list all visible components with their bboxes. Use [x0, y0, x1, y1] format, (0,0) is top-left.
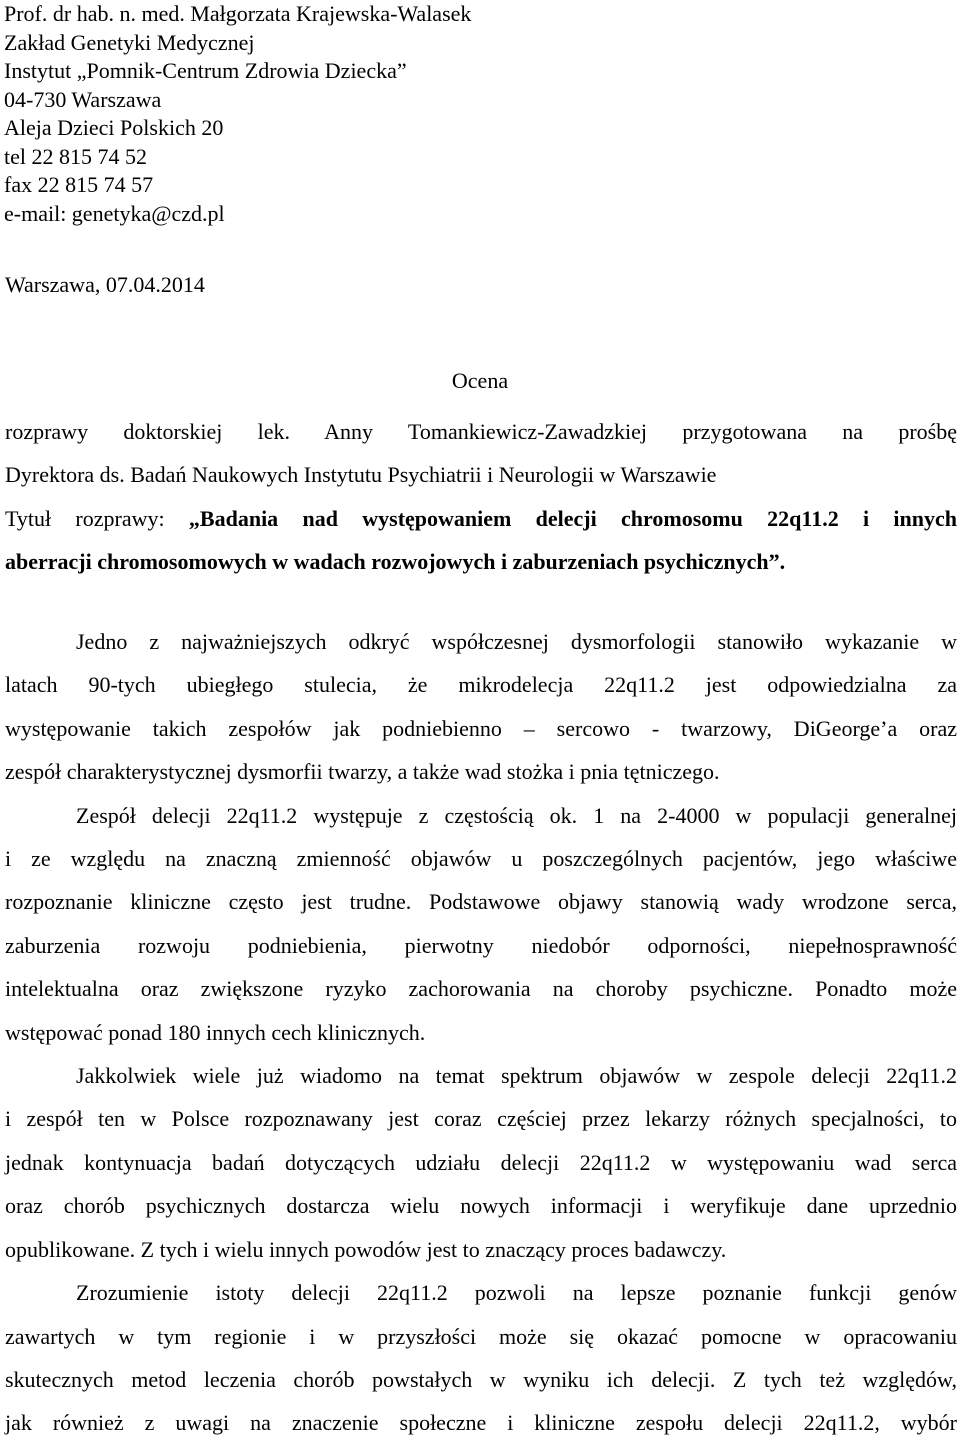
sender-email: e-mail: genetyka@czd.pl	[4, 200, 225, 226]
paragraph-line: i zespół ten w Polsce rozpoznawany jest coraz częściej przez lekarzy różnych specjalności, to	[5, 1106, 957, 1132]
thesis-title-line-1	[5, 497, 957, 540]
sender-address-block	[4, 0, 471, 228]
sender-institute: Instytut „Pomnik-Centrum Zdrowia Dziecka”	[4, 58, 407, 83]
paragraph-line: jak również z uwagi na znaczenie społeczne i kliniczne zespołu delecji 22q11.2, wybór	[5, 1410, 957, 1436]
sender-phone: tel 22 815 74 52	[4, 143, 147, 169]
paragraph-line: Zespół delecji 22q11.2 występuje z częstością ok. 1 na 2-4000 w populacji generalnej	[76, 802, 957, 828]
sender-street: Aleja Dzieci Polskich 20	[4, 115, 224, 140]
paragraph-line: zespół charakterystycznej dysmorfii twarzy, a także wad stożka i pnia tętniczego.	[5, 759, 720, 785]
paragraph-4	[5, 1271, 957, 1445]
sender-name: Prof. dr hab. n. med. Małgorzata Krajewska-Walasek	[4, 1, 472, 26]
paragraph-line: rozpoznanie kliniczne często jest trudne. Podstawowe objawy stanowią wady wrodzone serca,	[5, 889, 957, 915]
document-title: Ocena	[451, 368, 509, 393]
paragraph-line: jednak kontynuacja badań dotyczących udziału delecji 22q11.2 w występowaniu wad serca	[5, 1149, 957, 1175]
intro-line-2: Dyrektora ds. Badań Naukowych Instytutu Psychiatrii i Neurologii w Warszawie	[5, 462, 717, 488]
paragraph-line: zawartych w tym regionie i w przyszłości może się okazać pomocne w opracowaniu	[5, 1323, 957, 1349]
paragraph-line: i ze względu na znaczną zmienność objawów u poszczególnych pacjentów, jego właściwe	[5, 846, 957, 872]
paragraph-2	[5, 794, 957, 1054]
paragraph-line: Zrozumienie istoty delecji 22q11.2 pozwoli na lepsze poznanie funkcji genów	[76, 1280, 957, 1306]
paragraph-line: oraz chorób psychicznych dostarcza wielu nowych informacji i weryfikuje dane uprzednio	[5, 1193, 957, 1219]
paragraph-line: zaburzenia rozwoju podniebienia, pierwotny niedobór odporności, niepełnosprawność	[5, 932, 957, 958]
review-intro	[5, 410, 957, 584]
paragraph-line: Jakkolwiek wiele już wiadomo na temat spektrum objawów w zespole delecji 22q11.2	[76, 1063, 957, 1089]
thesis-title-line-2: aberracji chromosomowych w wadach rozwojowych i zaburzeniach psychicznych”.	[5, 549, 786, 575]
paragraph-line: wstępować ponad 180 innych cech klinicznych.	[5, 1019, 426, 1045]
letter-date: Warszawa, 07.04.2014	[5, 272, 205, 297]
paragraph-line: opublikowane. Z tych i wielu innych powodów jest to znaczący proces badawczy.	[5, 1236, 727, 1262]
paragraph-line: intelektualna oraz zwiększone ryzyko zachorowania na choroby psychiczne. Ponadto może	[5, 976, 957, 1002]
paragraph-line: występowanie takich zespołów jak podniebienno – sercowo - twarzowy, DiGeorge’a oraz	[5, 715, 957, 741]
paragraph-line: latach 90-tych ubiegłego stulecia, że mikrodelecja 22q11.2 jest odpowiedzialna za	[5, 672, 957, 698]
paragraph-3	[5, 1054, 957, 1271]
paragraph-line: skutecznych metod leczenia chorób powstałych w wyniku ich delecji. Z tych też względów,	[5, 1366, 957, 1392]
sender-fax: fax 22 815 74 57	[4, 172, 154, 197]
review-body	[5, 620, 957, 1445]
paragraph-line: Jedno z najważniejszych odkryć współczesnej dysmorfologii stanowiło wykazanie w	[76, 629, 957, 654]
paragraph-1	[5, 620, 957, 794]
intro-line-1: rozprawy doktorskiej lek. Anny Tomankiewicz-Zawadzkiej przygotowana na prośbę	[5, 419, 957, 444]
thesis-title-bold-1: „Badania nad występowaniem delecji chromosomu 22q11.2 i innych	[188, 505, 957, 531]
sender-postcode-city: 04-730 Warszawa	[4, 86, 162, 112]
thesis-title-prefix: Tytuł rozprawy:	[5, 505, 189, 531]
sender-department: Zakład Genetyki Medycznej	[4, 29, 255, 55]
